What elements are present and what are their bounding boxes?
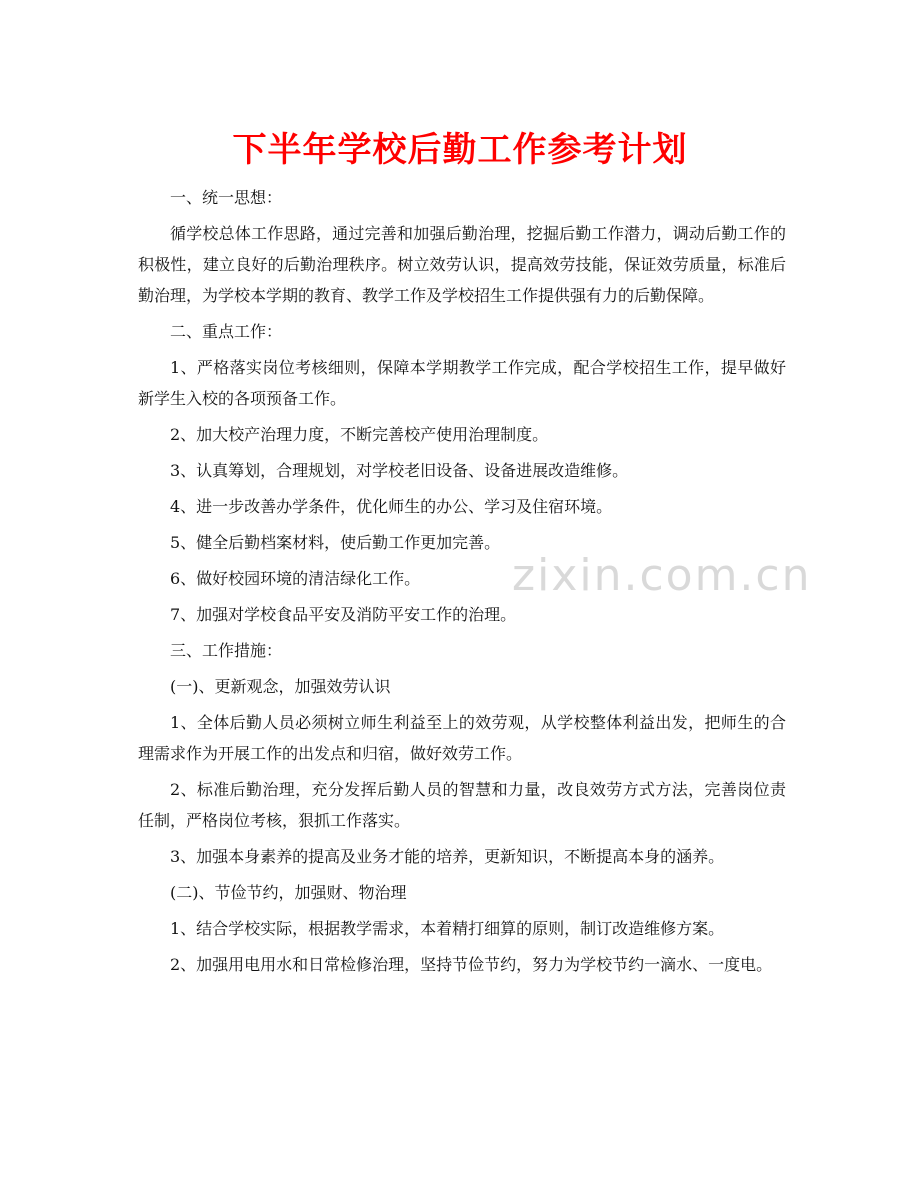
list-item: 6、做好校园环境的清洁绿化工作。 xyxy=(170,569,421,588)
document-body xyxy=(138,182,786,980)
list-item: 7、加强对学校食品平安及消防平安工作的治理。 xyxy=(170,605,517,624)
list-item: 2、加大校产治理力度，不断完善校产使用治理制度。 xyxy=(170,425,549,444)
list-item: 3、加强本身素养的提高及业务才能的培养，更新知识，不断提高本身的涵养。 xyxy=(170,847,725,866)
document-title: 下半年学校后勤工作参考计划 xyxy=(232,130,688,170)
list-item: 3、认真筹划，合理规划，对学校老旧设备、设备进展改造维修。 xyxy=(170,461,629,480)
subheading-service-awareness: (一)、更新观念，加强效劳认识 xyxy=(170,677,391,696)
subheading-thrift-management: (二)、节俭节约，加强财、物治理 xyxy=(170,883,407,902)
list-item: 2、标准后勤治理，充分发挥后勤人员的智慧和力量，改良效劳方式方法，完善岗位责任制，严格岗位考核，狠抓工作落实。 xyxy=(138,780,786,830)
list-item: 5、健全后勤档案材料，使后勤工作更加完善。 xyxy=(170,533,501,552)
list-item: 1、结合学校实际，根据教学需求，本着精打细算的原则，制订改造维修方案。 xyxy=(170,919,725,938)
list-item: 4、进一步改善办学条件，优化师生的办公、学习及住宿环境。 xyxy=(170,497,613,516)
list-item: 1、严格落实岗位考核细则，保障本学期教学工作完成，配合学校招生工作，提早做好新学生入校的各项预备工作。 xyxy=(138,358,786,408)
list-item: 1、全体后勤人员必须树立师生利益至上的效劳观，从学校整体利益出发，把师生的合理需求作为开展工作的出发点和归宿，做好效劳工作。 xyxy=(138,713,786,763)
heading-work-measures: 三、工作措施： xyxy=(170,641,283,660)
paragraph-overview: 循学校总体工作思路，通过完善和加强后勤治理，挖掘后勤工作潜力，调动后勤工作的积极性，建立良好的后勤治理秩序。树立效劳认识，提高效劳技能，保证效劳质量，标准后勤治理，为学校本学期的教育、教学工作及学校招生工作提供强有力的后勤保障。 xyxy=(138,224,786,305)
watermark: zixin.com.cn xyxy=(512,550,812,601)
heading-unify-thinking: 一、统一思想： xyxy=(170,188,283,207)
list-item: 2、加强用电用水和日常检修治理，坚持节俭节约，努力为学校节约一滴水、一度电。 xyxy=(170,955,773,974)
heading-key-work: 二、重点工作： xyxy=(170,322,283,341)
